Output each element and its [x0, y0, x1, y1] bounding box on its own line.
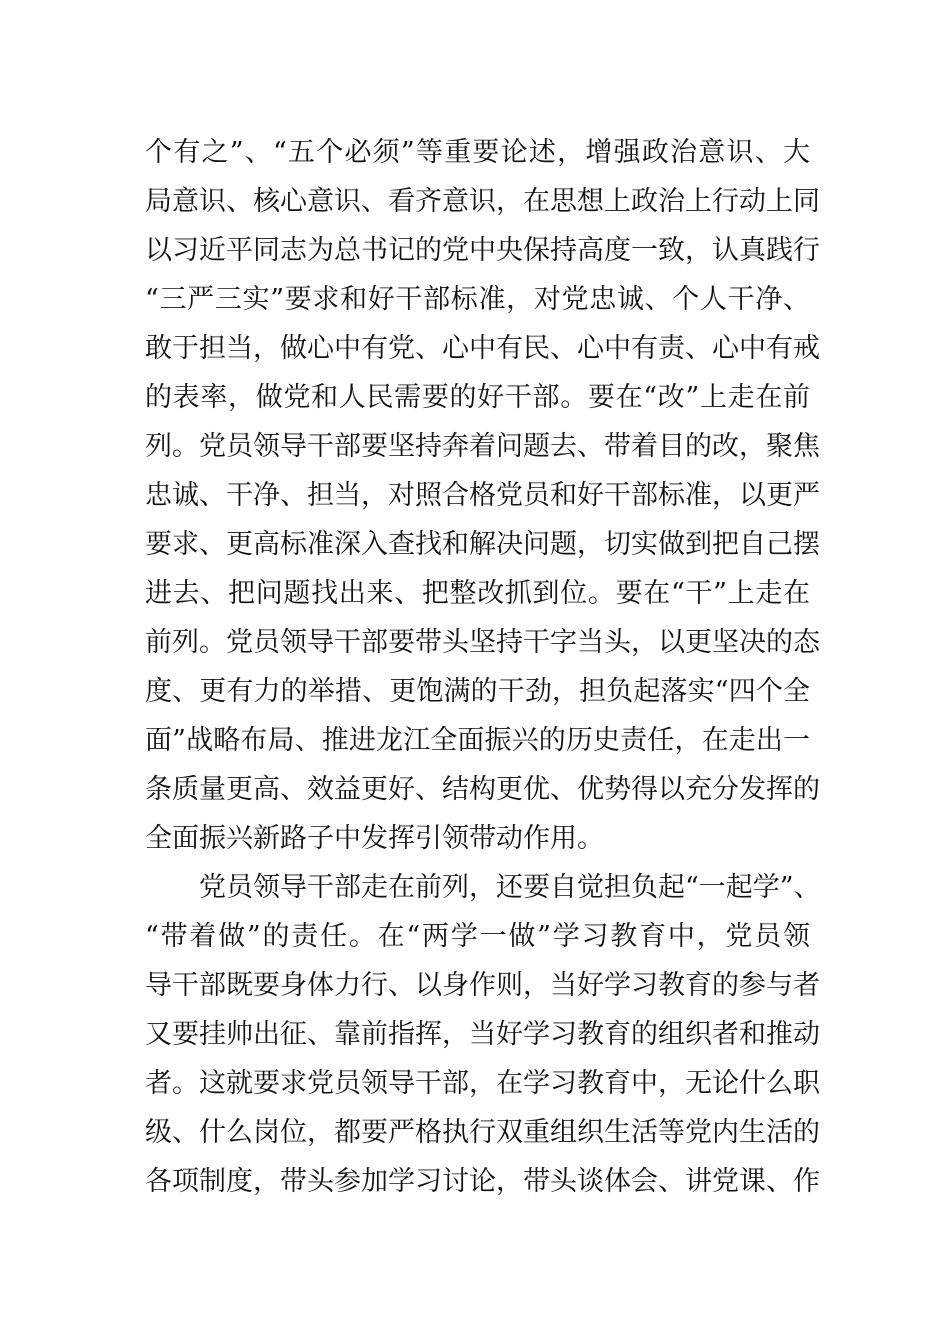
text-line: 者。这就要求党员领导干部，在学习教育中，无论什么职: [145, 1068, 820, 1099]
text-line: 度、更有力的举措、更饱满的干劲，担负起落实“四个全: [145, 676, 810, 707]
text-line: 导干部既要身体力行、以身作则，当好学习教育的参与者: [145, 970, 820, 1001]
text-line: 列。党员领导干部要坚持奔着问题去、带着目的改，聚焦: [145, 431, 820, 462]
text-line: 以习近平同志为总书记的党中央保持高度一致，认真践行: [145, 235, 820, 266]
text-line: 条质量更高、效益更好、结构更优、优势得以充分发挥的: [145, 774, 820, 805]
text-line: 又要挂帅出征、靠前指挥，当好学习教育的组织者和推动: [145, 1019, 820, 1050]
text-line: 面”战略布局、推进龙江全面振兴的历史责任，在走出一: [145, 725, 810, 756]
text-line: 党员领导干部走在前列，还要自觉担负起“一起学”、: [199, 872, 821, 903]
text-line: 全面振兴新路子中发挥引领带动作用。: [145, 823, 604, 854]
text-line: 要求、更高标准深入查找和解决问题，切实做到把自己摆: [145, 529, 820, 560]
text-line: 局意识、核心意识、看齐意识，在思想上政治上行动上同: [145, 186, 820, 217]
text-line: 进去、把问题找出来、把整改抓到位。要在“干”上走在: [145, 578, 810, 609]
text-line: 各项制度，带头参加学习讨论，带头谈体会、讲党课、作: [145, 1166, 820, 1197]
body-text: [145, 128, 821, 1206]
text-line: 的表率，做党和人民需要的好干部。要在“改”上走在前: [145, 382, 810, 413]
text-line: 前列。党员领导干部要带头坚持干字当头，以更坚决的态: [145, 627, 820, 658]
text-line: 敢于担当，做心中有党、心中有民、心中有责、心中有戒: [145, 333, 820, 364]
paragraph-1: [145, 128, 820, 863]
text-line: 个有之”、“五个必须”等重要论述，增强政治意识、大: [145, 137, 810, 168]
text-line: “带着做”的责任。在“两学一做”学习教育中，党员领: [145, 921, 810, 952]
paragraph-2: [145, 863, 821, 1206]
text-line: “三严三实”要求和好干部标准，对党忠诚、个人干净、: [145, 284, 810, 315]
text-line: 级、什么岗位，都要严格执行双重组织生活等党内生活的: [145, 1117, 820, 1148]
text-line: 忠诚、干净、担当，对照合格党员和好干部标准，以更严: [145, 480, 820, 511]
